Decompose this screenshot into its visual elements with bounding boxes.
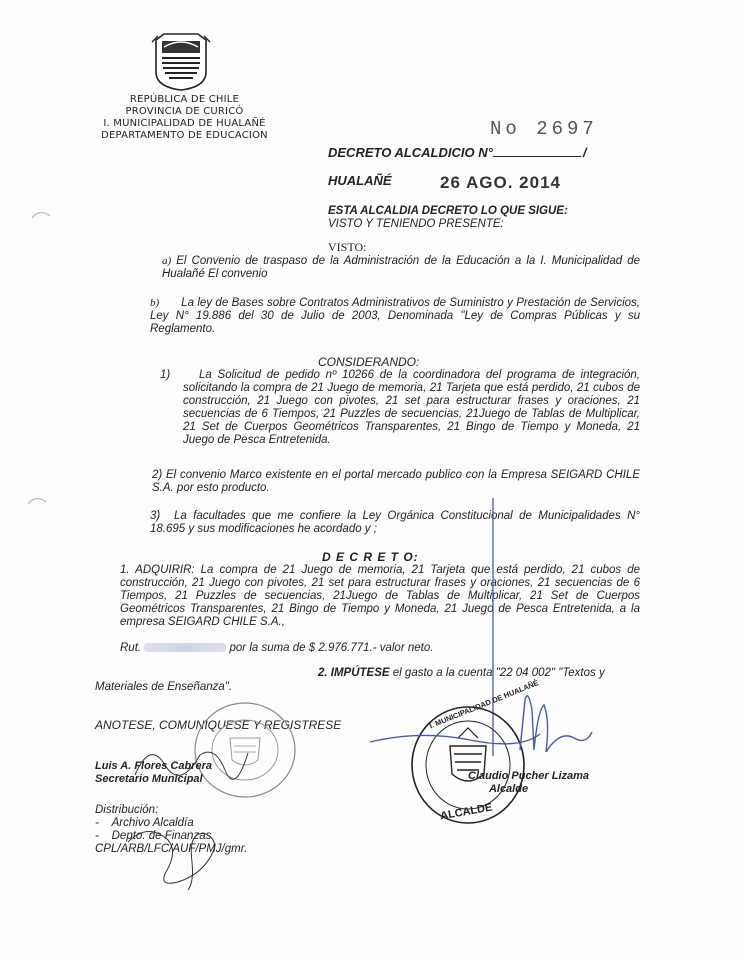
- decreto-item-2: [318, 667, 640, 680]
- distribution-item: - Depto. de Finanzas: [95, 830, 212, 842]
- rut-redacted-blur: [144, 643, 226, 652]
- mayor-name: Claudio Pucher Lizama: [468, 770, 590, 782]
- visto-heading: VISTO:: [328, 240, 367, 254]
- visto-item-a-marker: a): [162, 255, 172, 267]
- considerando-item-3-text: La facultades que me confiere la Ley Orgánica Constitucional de Municipalidades N° 18.695 y sus modificaciones he acordado y ;: [150, 510, 640, 535]
- visto-item-a-text: El Convenio de traspaso de la Administración de la Educación a la I. Municipalidad de Hualañé El convenio: [162, 255, 640, 280]
- distribution-item: - Archivo Alcaldía: [95, 817, 194, 829]
- place-name: HUALAÑÉ: [328, 173, 392, 188]
- decreto-item-2-continuation: Materiales de Enseñanza".: [95, 681, 233, 693]
- decree-number-blank: [493, 145, 581, 157]
- crest-line-department: DEPARTAMENTO DE EDUCACION: [101, 130, 268, 141]
- mayor-title: Alcalde: [488, 783, 529, 795]
- distribution-heading: Distribución:: [95, 804, 159, 816]
- crest-caption: [92, 94, 277, 142]
- hole-punch-mark-bottom: [26, 494, 48, 513]
- decree-intro: [328, 205, 568, 231]
- crest-line-country: REPÚBLICA DE CHILE: [129, 94, 240, 105]
- municipal-crest: [150, 32, 212, 92]
- secretary-name: Luis A. Flores Cabrera: [95, 760, 212, 772]
- distribution-item-archivo: Archivo Alcaldía: [111, 817, 194, 829]
- decreto-item-2-label: 2. IMPÚTESE: [318, 667, 390, 679]
- considerando-item-2-text: 2) El convenio Marco existente en el portal mercado publico con la Empresa SEIGARD CHILE S.A. por esto producto.: [152, 469, 640, 494]
- decreto-item-1-rut-line: [120, 642, 640, 655]
- considerando-heading: CONSIDERANDO:: [318, 355, 420, 369]
- considerando-item-1-marker: 1): [160, 369, 171, 381]
- anotese-line: ANOTESE, COMUNIQUESE Y REGISTRESE: [95, 718, 342, 732]
- considerando-item-3-marker: 3): [150, 510, 161, 522]
- decreto-item-1-text: 1. ADQUIRIR: La compra de 21 Juego de memoria, 21 Tarjeta que está perdido, 21 cubos de construcción, 21 Juego con pivotes, 21 set para estructurar frases y oraciones, 21 secuencias de 6 Tiempos, 21 Puzzles de secuencias, 21Juego de Tablas de Multiplicar, 21 Set de Cuerpos Geométricos Transparentes, 21 Bingo de Tiempo y Moneda, 21 Juego de Pesca Entretenida, a la empresa SEIGARD CHILE S.A.,: [120, 564, 640, 628]
- crest-line-province: PROVINCIA DE CURICÓ: [125, 106, 244, 117]
- secretary-block: [95, 760, 212, 786]
- decree-label: [328, 145, 586, 160]
- visto-item-b-marker: b): [150, 297, 160, 309]
- crest-line-municipality: I. MUNICIPALIDAD DE HUALAÑÉ: [103, 118, 266, 129]
- decreto-rut-prefix: Rut.: [120, 642, 142, 654]
- hole-punch-mark-top: [30, 208, 52, 227]
- distribution-item-finanzas: Depto. de Finanzas: [111, 830, 212, 842]
- mayor-seal-top-text: I. MUNICIPALIDAD DE HUALAÑÉ: [428, 678, 540, 731]
- decree-slash: /: [582, 145, 587, 160]
- secretary-title: Secretario Municipal: [95, 773, 203, 785]
- decreto-rut-suffix: por la suma de $ 2.976.771.- valor neto.: [229, 642, 434, 654]
- visto-item-a: [162, 255, 640, 281]
- considerando-item-1-text: La Solicitud de pedido nº 10266 de la coordinadora del programa de integración, solicitando la compra de 21 Juego de memoria, 21 Tarjeta que está perdido, 21 cubos de construcción, 21 Juego con pivotes, 21 set para estructurar frases y oraciones, 21 secuencias de 6 Tiempos, 21 Puzzles de secuencias, 21Juego de Tablas de Multiplicar, 21 Set de Cuerpos Geométricos Transparentes, 21 Bingo de Tiempo y Moneda, 21 Juego de Pesca Entretenida.: [183, 369, 640, 446]
- visto-item-b-text: La ley de Bases sobre Contratos Administrativos de Suministro y Prestación de Servicios, Ley N° 19.886 del 30 de Julio de 2003, Denominada "Ley de Compras Públicas y su Reglamento.: [150, 297, 640, 335]
- decree-label-text: DECRETO ALCALDICIO N°: [328, 145, 493, 160]
- visto-item-b: [150, 297, 640, 336]
- decreto-item-2-text: el gasto a la cuenta "22 04 002" "Textos y: [392, 667, 605, 679]
- decree-intro-line2: VISTO Y TENIENDO PRESENTE:: [328, 218, 504, 230]
- mayor-seal-bottom-text: ALCALDE: [439, 801, 494, 823]
- decree-number-stamp: No 2697: [490, 118, 598, 140]
- initials-scribble: [118, 812, 228, 897]
- distribution-initials: CPL/ARB/LFC/AUF/PMJ/gmr.: [95, 843, 248, 855]
- decree-intro-line1: ESTA ALCALDIA DECRETO LO QUE SIGUE:: [328, 205, 568, 217]
- decreto-heading: D E C R E T O:: [322, 550, 419, 564]
- date-stamp: 26 AGO. 2014: [440, 173, 561, 192]
- mayor-block: [468, 770, 589, 796]
